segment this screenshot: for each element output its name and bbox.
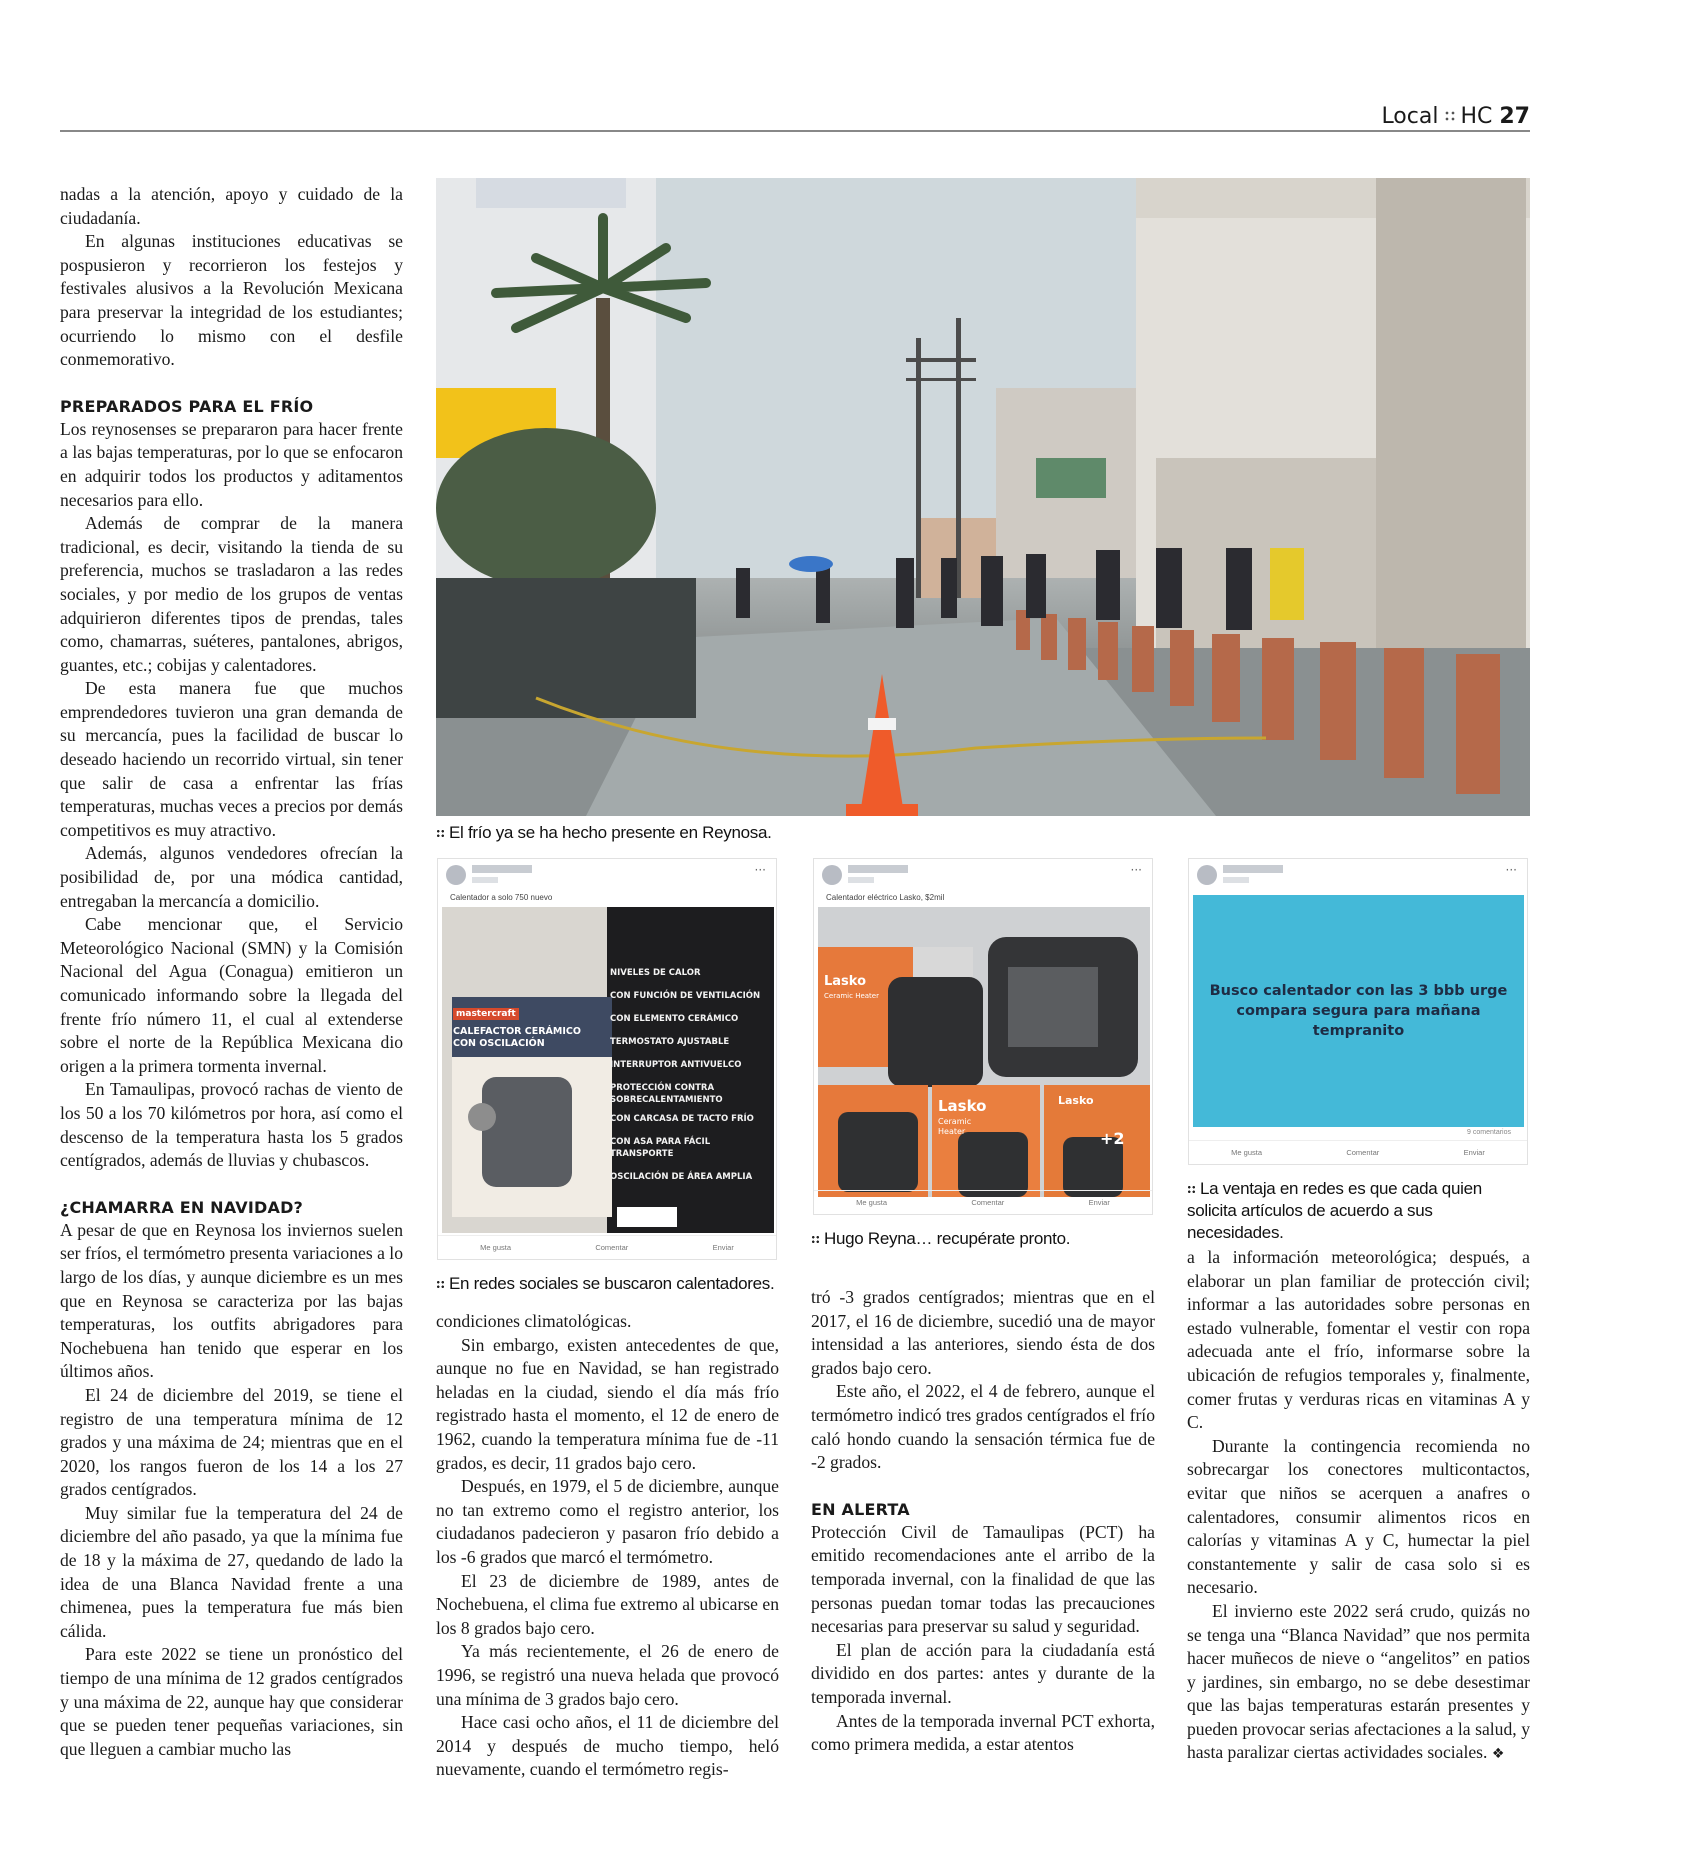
paragraph: El invierno este 2022 será crudo, quizás no se tenga una “Blanca Navidad” que nos permita hacer muñecos de nieve o “angelitos” en patios y jardines, sin embargo, no se debe desestimar que las bajas temperaturas estarán presentes y pueden provocar serias afectaciones a la salud, y hasta paralizar ciertas actividades sociales. ❖ <box>1187 1600 1530 1763</box>
post-header <box>438 859 776 893</box>
end-mark-icon: ❖ <box>1491 1746 1505 1763</box>
paragraph: A pesar de que en Reynosa los inviernos suelen ser fríos, el termómetro presenta variaciones a lo largo de los días, y aunque diciembre es un mes que en Reynosa se caracteriza por las bajas temperaturas, los outfits abrigadores para Nochebuena han tenido que esperar en los últimos años. <box>60 1219 403 1382</box>
section-name: Local <box>1381 104 1439 129</box>
more-icon: ··· <box>1505 863 1517 877</box>
brand-label: Lasko <box>938 1097 987 1115</box>
paragraph: En Tamaulipas, provocó rachas de viento de los 50 a los 70 kilómetros por hora, así como el descenso de la temperatura hasta los 5 grados centígrados, además de lluvias y chubascos. <box>60 1079 403 1171</box>
paragraph: En algunas instituciones educativas se pospusieron y recorrieron los festejos y festivales alusivos a la Revolución Mexicana para preservar la integridad de los estudiantes; ocurriendo lo mismo con el desfile conmemorativo. <box>60 231 403 370</box>
caption-dots-icon <box>436 829 445 838</box>
blurred-meta <box>472 877 498 883</box>
post-caption <box>811 1228 1155 1250</box>
caption-text: En redes sociales se buscaron calentadores. <box>449 1274 775 1293</box>
post-actions <box>1189 1140 1527 1164</box>
paragraph: tró -3 grados centígrados; mientras que en el 2017, el 16 de diciembre, sucedió una de mayor intensidad a las anteriores, siendo ésta de dos grados bajo cero. <box>811 1287 1155 1378</box>
feature-item: NIVELES DE CALOR <box>610 968 701 978</box>
social-post <box>1188 858 1528 1165</box>
blurred-meta <box>1223 877 1249 883</box>
column-2 <box>436 1310 779 1782</box>
more-icon: ··· <box>1130 863 1142 877</box>
paragraph: Después, en 1979, el 5 de diciembre, aunque no tan extremo como el registro anterior, los ciudadanos padecieron y pasaron frío debido a los -6 grados que marcó el termómetro. <box>436 1476 779 1567</box>
avatar <box>446 865 466 885</box>
post-text: Calentador a solo 750 nuevo <box>450 893 553 902</box>
feature-item: CON CARCASA DE TACTO FRÍO <box>610 1114 754 1124</box>
column-3 <box>811 1286 1155 1757</box>
caption-text: El frío ya se ha hecho presente en Reynosa. <box>449 823 772 842</box>
feature-item: CON ASA PARA FÁCIL TRANSPORTE <box>610 1137 711 1159</box>
subheading: ¿CHAMARRA EN NAVIDAD? <box>60 1197 304 1217</box>
post-message-card <box>1193 895 1524 1127</box>
header-rule <box>60 130 1530 132</box>
paragraph: El 24 de diciembre del 2019, se tiene el registro de una temperatura mínima de 12 grados y una máxima de 24; mientras que en el 2020, los rangos fueron de los 14 a los 27 grados centígrados. <box>60 1384 403 1500</box>
post-header <box>814 859 1152 893</box>
feature-item: CON FUNCIÓN DE VENTILACIÓN <box>610 991 761 1001</box>
paragraph: a la información meteorológica; después, a elaborar un plan familiar de protección civil; informar a las autoridades sobre personas en estado vulnerable, fomentar el vestir con ropa adecuada ante el frío, informarse sobre la ubicación de refugios temporales y, finalmente, comer frutas y verduras ricas en vitaminas A y C. <box>1187 1247 1530 1433</box>
paragraph: Los reynosenses se prepararon para hacer frente a las bajas temperaturas, por lo que se enfocaron en adquirir todos los productos y aditamentos necesarios para ello. <box>60 418 403 510</box>
paragraph: El plan de acción para la ciudadanía está dividido en dos partes: antes y durante de la temporada invernal. <box>811 1639 1155 1707</box>
heaters-photo <box>818 907 1150 1197</box>
paragraph: condiciones climatológicas. <box>436 1311 632 1331</box>
send-action: Enviar <box>1463 1148 1485 1157</box>
box-label: Ceramic Heater <box>824 992 879 1000</box>
dots-icon <box>1444 110 1456 122</box>
feature-list <box>610 967 772 1183</box>
paragraph: Este año, el 2022, el 4 de febrero, aunque el termómetro indicó tres grados centígrados el frío caló hondo cuando la sensación térmica fue de -2 grados. <box>811 1381 1155 1473</box>
feature-item: INTERRUPTOR ANTIVUELCO <box>610 1060 742 1070</box>
feature-item: TERMOSTATO AJUSTABLE <box>610 1037 730 1047</box>
post-actions <box>814 1190 1152 1214</box>
brand-label: Lasko <box>824 974 867 989</box>
subheading: PREPARADOS PARA EL FRÍO <box>60 396 314 416</box>
box-label: Ceramic Heater <box>938 1117 972 1136</box>
avatar <box>822 865 842 885</box>
paragraph: De esta manera fue que muchos emprendedores tuvieron una gran demanda de su mercancía, pues la facilidad de buscar lo deseado haciendo un recorrido virtual, sin tener que salir de casa a enfrentar las frías temperaturas, muchas veces a precios por demás competitivos es muy atractivo. <box>60 678 403 840</box>
box-brand: mastercraft <box>453 1008 519 1020</box>
post-message: Busco calentador con las 3 bbb urge compara segura para mañana tempranito <box>1209 983 1508 1039</box>
comment-action: Comentar <box>971 1198 1005 1207</box>
caption-dots-icon <box>1187 1185 1196 1194</box>
caption-text: Hugo Reyna… recupérate pronto. <box>824 1229 1071 1248</box>
paragraph: Protección Civil de Tamaulipas (PCT) ha emitido recomendaciones ante el arribo de la temporada invernal, con la finalidad de que las personas puedan tomar todas las precauciones necesarias para preservar su salud y seguridad. <box>811 1521 1155 1637</box>
paragraph: Además de comprar de la manera tradicional, es decir, visitando la tienda de su preferencia, muchos se trasladaron a las redes sociales, y por medio de los grupos de ventas adquirieron diferentes tipos de prendas, tales como, chamarras, suéteres, pantalones, abrigos, guantes, etc.; cobijas y calentadores. <box>60 513 403 675</box>
blurred-name <box>848 865 908 873</box>
paragraph: Durante la contingencia recomienda no sobrecargar los conectores multicontactos, evitar que niños se acerquen a anafres o calentadores, consumir alimentos ricos en calorías y vitaminas A y C, humectar la piel constantemente y salir de casa solo si es necesario. <box>1187 1435 1530 1598</box>
paragraph: Hace casi ocho años, el 11 de diciembre del 2014 y después de mucho tiempo, heló nuevamente, cuando el termómetro regis- <box>436 1712 779 1780</box>
brand-name: HC <box>1460 104 1493 129</box>
column-4 <box>1187 1246 1530 1767</box>
comment-action: Comentar <box>1346 1148 1380 1157</box>
post-caption <box>1187 1178 1530 1244</box>
paragraph: Ya más recientemente, el 26 de enero de 1996, se registró una nueva helada que provocó una mínima de 3 grados bajo cero. <box>436 1641 779 1709</box>
post-actions <box>438 1235 776 1259</box>
paragraph: El 23 de diciembre de 1989, antes de Nochebuena, el clima fue extremo al ubicarse en los 8 grados bajo cero. <box>436 1570 779 1638</box>
send-action: Enviar <box>1088 1198 1110 1207</box>
blurred-name <box>1223 865 1283 873</box>
caption-text: La ventaja en redes es que cada quien solicita artículos de acuerdo a sus necesidades. <box>1187 1179 1482 1242</box>
comment-count: 9 comentarios <box>1467 1129 1511 1136</box>
feature-item: CON ELEMENTO CERÁMICO <box>610 1014 739 1024</box>
paragraph: nadas a la atención, apoyo y cuidado de la ciudadanía. <box>60 184 403 228</box>
post-header <box>1189 859 1527 893</box>
post-text: Calentador eléctrico Lasko, $2mil <box>826 893 945 902</box>
paragraph: Muy similar fue la temperatura del 24 de diciembre del año pasado, ya que la mínima fue de 18 y la máxima de 27, quedando de lado la idea de una Blanca Navidad frente a una chimenea, pues la temperatura fue más bien cálida. <box>60 1502 403 1641</box>
like-action: Me gusta <box>856 1198 888 1207</box>
post-caption <box>436 1273 779 1295</box>
paragraph: Para este 2022 se tiene un pronóstico del tiempo de una mínima de 12 grados centígrados y una máxima de 22, aunque hay que considerar que se pueden tener pequeñas variaciones, sin que lleguen a cambiar mucho las <box>60 1644 403 1759</box>
more-icon: ··· <box>754 863 766 877</box>
brand-label: Lasko <box>1058 1094 1094 1107</box>
paragraph: Cabe mencionar que, el Servicio Meteorológico Nacional (SMN) y la Comisión Nacional del Agua (Conagua) emitieron un comunicado informando sobre la llegada del frente frío número 11, el cual al extenderse sobre el norte de la República Mexicana dio origen a la primera tormenta invernal. <box>60 914 403 1076</box>
paragraph: Sin embargo, existen antecedentes de que, aunque no fue en Navidad, se han registrado heladas en la ciudad, siendo el día más frío registrado hasta el momento, el 12 de enero de 1962, cuando la temperatura mínima fue de -11 grados, es decir, 11 grados bajo cero. <box>436 1334 779 1473</box>
paragraph: Además, algunos vendedores ofrecían la posibilidad de, por una módica cantidad, entregaban la mercancía a domicilio. <box>60 843 403 911</box>
blurred-name <box>472 865 532 873</box>
blurred-meta <box>848 877 874 883</box>
like-action: Me gusta <box>1231 1148 1263 1157</box>
more-photos-count: +2 <box>1100 1129 1125 1148</box>
avatar <box>1197 865 1217 885</box>
page-number: 27 <box>1499 104 1530 129</box>
rainy-street-illustration <box>436 178 1530 816</box>
social-post <box>437 858 777 1260</box>
comment-action: Comentar <box>595 1243 629 1252</box>
caption-dots-icon <box>811 1235 820 1244</box>
feature-item: OSCILACIÓN DE ÁREA AMPLIA <box>610 1172 753 1182</box>
subheading: EN ALERTA <box>811 1499 910 1519</box>
send-action: Enviar <box>712 1243 734 1252</box>
like-action: Me gusta <box>480 1243 512 1252</box>
feature-item: PROTECCIÓN CONTRA SOBRECALENTAMIENTO <box>610 1083 723 1105</box>
paragraph: Antes de la temporada invernal PCT exhorta, como primera medida, a estar atentos <box>811 1710 1155 1755</box>
street-photo <box>436 178 1530 816</box>
column-1 <box>60 183 403 1761</box>
social-post <box>813 858 1153 1215</box>
photo-caption <box>436 822 1136 844</box>
caption-dots-icon <box>436 1280 445 1289</box>
box-title: CALEFACTOR CERÁMICO CON OSCILACIÓN <box>453 1026 581 1049</box>
